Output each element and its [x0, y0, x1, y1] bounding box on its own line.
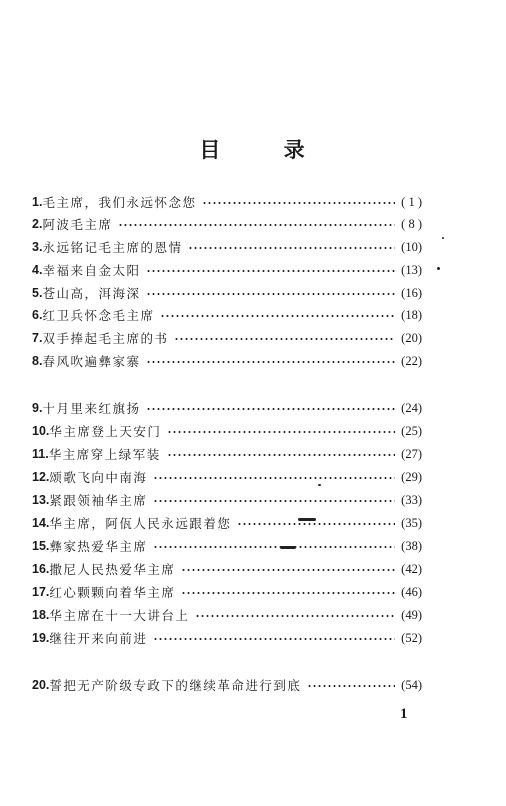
entry-number: 15. — [32, 539, 50, 553]
dot-leader — [195, 615, 395, 617]
scan-speck — [437, 267, 440, 270]
dot-leader — [202, 202, 395, 204]
entry-title: 誓把无产阶级专政下的继续革命进行到底 — [49, 678, 302, 693]
entry-page: (49) — [401, 607, 422, 622]
dot-leader — [237, 523, 395, 525]
entry-title: 苍山高，洱海深 — [42, 286, 141, 301]
toc-entry — [32, 468, 422, 486]
dot-leader — [153, 477, 395, 479]
entry-title: 毛主席，我们永远怀念您 — [42, 195, 197, 210]
toc-entry — [32, 284, 422, 302]
toc-entry — [32, 514, 422, 532]
entry-title: 红卫兵怀念毛主席 — [42, 308, 155, 323]
dot-leader — [153, 500, 395, 502]
entry-page: (10) — [401, 239, 422, 254]
entry-title: 华主席登上天安门 — [49, 424, 162, 439]
entry-number: 10. — [32, 424, 50, 438]
entry-page: (27) — [401, 446, 422, 461]
entry-page: ( 1 ) — [401, 194, 422, 209]
entry-number: 17. — [32, 585, 50, 599]
dot-leader — [153, 546, 395, 548]
toc-entry — [32, 422, 422, 440]
scan-speck — [318, 484, 321, 486]
toc-entry — [32, 560, 422, 578]
entry-page: ( 8 ) — [401, 216, 422, 231]
entry-page: (54) — [401, 677, 422, 692]
entry-page: (22) — [401, 353, 422, 368]
entry-title: 华主席，阿佤人民永远跟着您 — [49, 516, 232, 531]
page-title: 目 录 — [199, 138, 333, 162]
entry-title: 十月里来红旗扬 — [42, 401, 141, 416]
entry-title: 华主席穿上绿军装 — [48, 447, 161, 462]
entry-number: 11. — [32, 447, 49, 461]
entry-page: (33) — [401, 492, 422, 507]
entry-title: 永远铭记毛主席的恩情 — [42, 240, 183, 255]
entry-page: (16) — [401, 285, 422, 300]
entry-number: 16. — [32, 562, 50, 576]
dot-leader — [146, 361, 395, 363]
dot-leader — [307, 685, 395, 687]
entry-number: 1. — [32, 195, 43, 209]
scan-speck — [280, 546, 296, 549]
entry-title: 华主席在十一大讲台上 — [49, 608, 190, 623]
entry-number: 8. — [32, 354, 43, 368]
entry-title: 春风吹遍彝家寨 — [42, 354, 141, 369]
dot-leader — [167, 431, 395, 433]
toc-entry — [32, 306, 422, 324]
entry-page: (25) — [401, 423, 422, 438]
toc-entry — [32, 537, 422, 555]
toc-entry — [32, 238, 422, 256]
toc-entry — [32, 676, 422, 694]
entry-number: 20. — [32, 678, 50, 692]
entry-title: 彝家热爱华主席 — [49, 539, 148, 554]
entry-number: 5. — [32, 286, 43, 300]
toc-entry — [32, 329, 422, 347]
toc-entry — [32, 583, 422, 601]
toc-entry — [32, 215, 422, 233]
entry-title: 双手捧起毛主席的书 — [42, 331, 169, 346]
entry-number: 18. — [32, 608, 50, 622]
toc-entry — [32, 261, 422, 279]
entry-page: (24) — [401, 400, 422, 415]
entry-page: (52) — [401, 630, 422, 645]
entry-number: 12. — [32, 470, 50, 484]
entry-page: (18) — [401, 307, 422, 322]
entry-number: 3. — [32, 240, 43, 254]
entry-page: (20) — [401, 330, 422, 345]
entry-number: 6. — [32, 308, 43, 322]
entry-number: 19. — [32, 631, 50, 645]
toc-entry — [32, 629, 422, 647]
entry-title: 幸福来自金太阳 — [42, 263, 141, 278]
entry-page: (46) — [401, 584, 422, 599]
toc-entry — [32, 491, 422, 509]
dot-leader — [167, 454, 395, 456]
entry-page: (13) — [401, 262, 422, 277]
entry-number: 13. — [32, 493, 50, 507]
dot-leader — [174, 338, 395, 340]
dot-leader — [146, 408, 395, 410]
dot-leader — [146, 270, 395, 272]
entry-page: (29) — [401, 469, 422, 484]
dot-leader — [188, 247, 395, 249]
toc-entry — [32, 193, 422, 211]
scan-speck — [298, 518, 316, 521]
entry-number: 7. — [32, 331, 43, 345]
scan-speck — [442, 237, 444, 239]
dot-leader — [181, 592, 395, 594]
dot-leader — [160, 315, 395, 317]
dot-leader — [118, 224, 395, 226]
entry-number: 9. — [32, 401, 43, 415]
entry-page: (38) — [401, 538, 422, 553]
entry-title: 继往开来向前进 — [49, 631, 148, 646]
entry-title: 颂歌飞向中南海 — [49, 470, 148, 485]
toc-entry — [32, 606, 422, 624]
entry-title: 红心颗颗向着华主席 — [49, 585, 176, 600]
entry-title: 阿波毛主席 — [42, 217, 113, 232]
entry-title: 紧跟领袖华主席 — [49, 493, 148, 508]
dot-leader — [181, 569, 395, 571]
entry-title: 撒尼人民热爱华主席 — [49, 562, 176, 577]
entry-number: 4. — [32, 263, 43, 277]
entry-page: (35) — [401, 515, 422, 530]
toc-entry — [32, 352, 422, 370]
toc-entry — [32, 445, 422, 463]
page-number: 1 — [400, 706, 408, 722]
dot-leader — [146, 293, 395, 295]
entry-number: 14. — [32, 516, 50, 530]
entry-page: (42) — [401, 561, 422, 576]
toc-entry — [32, 399, 422, 417]
dot-leader — [153, 638, 395, 640]
entry-number: 2. — [32, 217, 43, 231]
